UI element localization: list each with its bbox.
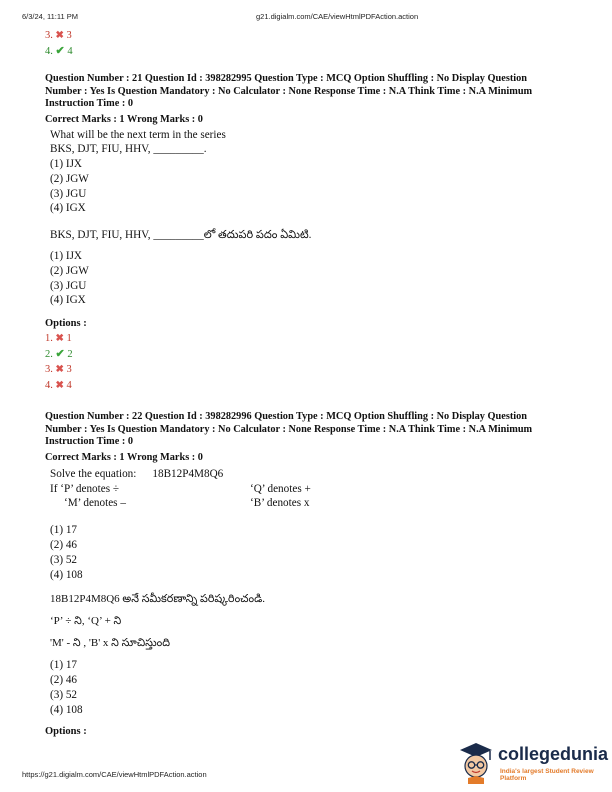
cross-icon: ✖: [55, 30, 64, 41]
q22-telugu-options: (1) 17 (2) 46 (3) 52 (4) 108: [50, 659, 83, 716]
header-url: g21.digialm.com/CAE/viewHtmlPDFAction.action: [256, 12, 419, 21]
q21-option-1: 1. ✖ 1: [45, 333, 72, 345]
check-icon: ✔: [55, 347, 65, 360]
mascot-icon: [456, 740, 496, 784]
q22-english-options: (1) 17 (2) 46 (3) 52 (4) 108: [50, 524, 83, 581]
cross-icon: ✖: [55, 364, 64, 376]
header-datetime: 6/3/24, 11:11 PM: [22, 12, 79, 21]
footer-url: https://g21.digialm.com/CAE/viewHtmlPDFAction.action: [22, 770, 207, 779]
cross-icon: ✖: [55, 333, 64, 345]
check-icon: ✔: [55, 44, 65, 57]
q22-options-label: Options :: [45, 725, 87, 737]
logo-tagline: India's largest Student Review Platform: [500, 768, 594, 782]
q22-telugu: 18B12P4M8Q6 అనే సమీకరణాన్ని పరిష్కరించండి. ‘P’ ÷ ని, ‘Q’ + ని 'M' - ని , 'B' x ని సూచిస్తుంది: [50, 593, 265, 650]
q21-telugu: BKS, DJT, FIU, HHV, _________లో తదుపరి పదం ఏమిటి. (1) IJX (2) JGW (3) JGU (4) IGX: [50, 229, 312, 307]
logo-name: collegedunia: [498, 744, 609, 764]
q22-equation-block: Solve the equation: 18B12P4M8Q6 If ‘P’ denotes ÷ ‘Q’ denotes + ‘M’ denotes – ‘B’ denotes x: [50, 467, 311, 510]
page-content: [45, 28, 585, 739]
q21-marks: Correct Marks : 1 Wrong Marks : 0: [45, 113, 203, 125]
q21-option-2: 2. ✔ 2: [45, 347, 73, 360]
q22-marks: Correct Marks : 1 Wrong Marks : 0: [45, 451, 203, 463]
collegedunia-logo: [456, 740, 609, 786]
prev-option-4: 4. ✔ 4: [45, 44, 73, 57]
q21-english: What will be the next term in the series BKS, DJT, FIU, HHV, _________. (1) IJX (2) JGW (3) JGU (4) IGX: [50, 128, 226, 215]
q21-option-4: 4. ✖ 4: [45, 379, 72, 391]
q21-options-label: Options :: [45, 318, 87, 330]
q21-option-3: 3. ✖ 3: [45, 364, 72, 376]
q22-meta: Question Number : 22 Question Id : 398282996 Question Type : MCQ Option Shuffling : No Display Question Number : Yes Is Question Mandatory : No Calculator : None Response Time : N.A Think Time : N.A Minimum Instruction Time : 0: [45, 411, 533, 448]
q21-meta: Question Number : 21 Question Id : 398282995 Question Type : MCQ Option Shuffling : No Display Question Number : Yes Is Question Mandatory : No Calculator : None Response Time : N.A Think Time : N.A Minimum Instruction Time : 0: [45, 73, 533, 109]
cross-icon: ✖: [55, 379, 64, 391]
prev-option-3: 3. ✖ 3: [45, 30, 72, 41]
